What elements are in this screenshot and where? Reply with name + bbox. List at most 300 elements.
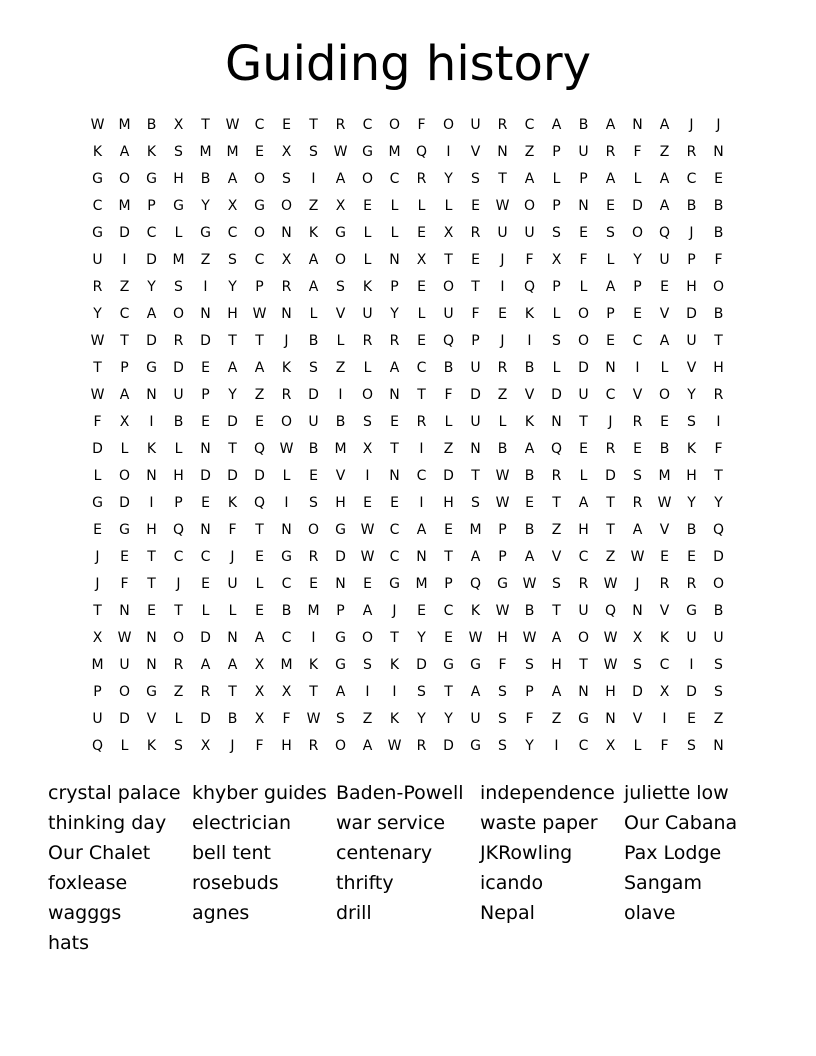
grid-letter: I <box>446 144 451 160</box>
grid-letter: L <box>633 171 642 187</box>
grid-letter: I <box>635 360 640 376</box>
grid-letter: K <box>389 657 400 673</box>
grid-letter: O <box>253 171 266 187</box>
grid-letter: W <box>522 576 537 592</box>
grid-letter: P <box>525 684 534 700</box>
grid-letter: L <box>579 468 588 484</box>
grid-letter: L <box>363 252 372 268</box>
grid-letter: O <box>361 387 374 403</box>
grid-row <box>84 220 732 247</box>
grid-letter: E <box>255 549 264 565</box>
grid-letter: Y <box>228 279 237 295</box>
grid-letter: Q <box>550 441 563 457</box>
grid-letter: T <box>228 441 237 457</box>
grid-letter: O <box>334 252 347 268</box>
grid-letter: E <box>471 198 480 214</box>
grid-letter: I <box>554 738 559 754</box>
grid-letter: P <box>471 333 480 349</box>
grid-letter: G <box>443 657 454 673</box>
grid-letter: C <box>443 603 454 619</box>
grid-row <box>84 166 732 193</box>
grid-letter: M <box>172 252 185 268</box>
grid-letter: B <box>713 198 724 214</box>
grid-row <box>84 571 732 598</box>
grid-letter: Q <box>658 225 671 241</box>
grid-letter: C <box>389 549 400 565</box>
grid-letter: T <box>228 684 237 700</box>
grid-letter: I <box>527 333 532 349</box>
grid-letter: C <box>524 117 535 133</box>
grid-letter: X <box>659 684 670 700</box>
grid-letter: A <box>254 360 265 376</box>
grid-letter: C <box>92 198 103 214</box>
grid-letter: D <box>146 252 157 268</box>
grid-letter: L <box>174 225 183 241</box>
grid-letter: L <box>552 171 561 187</box>
grid-letter: Z <box>308 198 319 214</box>
grid-letter: S <box>498 711 507 727</box>
grid-letter: O <box>577 630 590 646</box>
grid-letter: W <box>630 549 645 565</box>
grid-letter: A <box>659 333 670 349</box>
grid-letter: D <box>119 711 130 727</box>
grid-letter: D <box>254 468 265 484</box>
grid-letter: N <box>200 306 211 322</box>
word-list-item: Our Chalet <box>48 842 151 864</box>
grid-letter: K <box>92 144 103 160</box>
grid-letter: H <box>551 657 562 673</box>
grid-row <box>84 544 732 571</box>
grid-letter: O <box>172 630 185 646</box>
grid-letter: N <box>497 144 508 160</box>
grid-letter: N <box>551 414 562 430</box>
grid-letter: C <box>416 468 427 484</box>
grid-letter: S <box>714 684 723 700</box>
grid-letter: T <box>417 387 426 403</box>
grid-letter: R <box>632 495 643 511</box>
grid-letter: S <box>606 225 615 241</box>
grid-letter: A <box>524 549 535 565</box>
grid-letter: P <box>147 198 156 214</box>
grid-letter: D <box>443 738 454 754</box>
grid-letter: O <box>388 117 401 133</box>
grid-letter: S <box>282 171 291 187</box>
grid-letter: A <box>524 441 535 457</box>
grid-letter: T <box>228 333 237 349</box>
grid-letter: S <box>498 738 507 754</box>
grid-letter: L <box>363 360 372 376</box>
grid-letter: C <box>119 306 130 322</box>
grid-letter: R <box>362 333 373 349</box>
grid-letter: C <box>281 576 292 592</box>
grid-letter: Y <box>633 252 642 268</box>
grid-letter: N <box>200 441 211 457</box>
grid-letter: N <box>146 657 157 673</box>
word-list-item: khyber guides <box>192 782 327 804</box>
grid-letter: D <box>335 549 346 565</box>
grid-letter: B <box>146 117 157 133</box>
grid-letter: L <box>660 360 669 376</box>
grid-row <box>84 139 732 166</box>
grid-letter: N <box>389 387 400 403</box>
grid-row <box>84 112 732 139</box>
word-list-item: Sangam <box>624 872 702 894</box>
grid-letter: B <box>713 225 724 241</box>
grid-letter: A <box>389 360 400 376</box>
grid-letter: P <box>498 522 507 538</box>
grid-letter: U <box>497 225 508 241</box>
grid-letter: E <box>309 468 318 484</box>
grid-letter: X <box>605 738 616 754</box>
grid-letter: L <box>552 306 561 322</box>
grid-letter: O <box>118 684 131 700</box>
grid-letter: I <box>419 495 424 511</box>
grid-letter: S <box>417 684 426 700</box>
grid-letter: W <box>495 468 510 484</box>
grid-letter: Z <box>659 144 670 160</box>
grid-letter: D <box>146 333 157 349</box>
grid-letter: E <box>660 279 669 295</box>
grid-letter: K <box>227 495 238 511</box>
grid-letter: R <box>686 576 697 592</box>
grid-letter: K <box>308 657 319 673</box>
grid-letter: T <box>471 468 480 484</box>
grid-letter: S <box>228 252 237 268</box>
grid-letter: Y <box>444 711 453 727</box>
grid-letter: V <box>632 711 643 727</box>
grid-letter: A <box>578 495 589 511</box>
grid-letter: Y <box>444 171 453 187</box>
grid-letter: Q <box>253 495 266 511</box>
grid-letter: E <box>660 549 669 565</box>
grid-letter: Y <box>687 387 696 403</box>
grid-letter: Y <box>147 279 156 295</box>
grid-letter: O <box>442 279 455 295</box>
grid-letter: E <box>363 576 372 592</box>
grid-letter: E <box>201 360 210 376</box>
grid-letter: U <box>92 252 103 268</box>
grid-row <box>84 463 732 490</box>
grid-letter: G <box>470 738 481 754</box>
grid-letter: S <box>552 225 561 241</box>
grid-letter: N <box>281 306 292 322</box>
grid-letter: V <box>335 306 346 322</box>
grid-letter: Q <box>415 144 428 160</box>
word-list-item: independence <box>480 782 615 804</box>
grid-letter: N <box>713 144 724 160</box>
grid-letter: M <box>415 576 428 592</box>
grid-letter: E <box>525 495 534 511</box>
word-list-item: foxlease <box>48 872 128 894</box>
grid-letter: R <box>281 387 292 403</box>
grid-row <box>84 193 732 220</box>
grid-letter: D <box>632 198 643 214</box>
grid-letter: C <box>173 549 184 565</box>
grid-letter: S <box>363 657 372 673</box>
grid-letter: Z <box>362 711 373 727</box>
grid-letter: P <box>444 576 453 592</box>
grid-letter: E <box>309 576 318 592</box>
grid-letter: S <box>309 360 318 376</box>
grid-letter: N <box>389 468 400 484</box>
grid-letter: A <box>227 360 238 376</box>
grid-letter: D <box>551 387 562 403</box>
grid-letter: J <box>284 333 289 349</box>
grid-letter: S <box>174 738 183 754</box>
grid-letter: E <box>687 549 696 565</box>
grid-letter: P <box>633 279 642 295</box>
grid-letter: J <box>500 333 505 349</box>
grid-letter: E <box>633 306 642 322</box>
grid-letter: W <box>468 630 483 646</box>
grid-letter: R <box>551 468 562 484</box>
grid-letter: Z <box>200 252 211 268</box>
grid-letter: U <box>686 630 697 646</box>
grid-letter: Q <box>469 576 482 592</box>
grid-letter: X <box>254 711 265 727</box>
grid-letter: A <box>659 198 670 214</box>
grid-letter: I <box>419 441 424 457</box>
grid-letter: B <box>308 441 319 457</box>
grid-letter: I <box>338 387 343 403</box>
grid-letter: R <box>281 279 292 295</box>
grid-letter: B <box>308 333 319 349</box>
grid-letter: E <box>687 711 696 727</box>
grid-letter: W <box>279 441 294 457</box>
grid-letter: D <box>686 684 697 700</box>
grid-letter: N <box>146 630 157 646</box>
grid-letter: D <box>713 549 724 565</box>
grid-letter: D <box>227 414 238 430</box>
grid-letter: C <box>200 549 211 565</box>
grid-letter: K <box>146 441 157 457</box>
grid-letter: Y <box>525 738 534 754</box>
grid-letter: X <box>443 225 454 241</box>
grid-row <box>84 328 732 355</box>
grid-letter: M <box>307 603 320 619</box>
grid-letter: U <box>713 630 724 646</box>
grid-letter: N <box>335 576 346 592</box>
grid-letter: R <box>200 684 211 700</box>
grid-letter: W <box>603 630 618 646</box>
grid-letter: M <box>469 522 482 538</box>
word-list-item: thrifty <box>336 872 394 894</box>
grid-letter: F <box>471 306 480 322</box>
grid-letter: E <box>390 495 399 511</box>
grid-letter: S <box>714 657 723 673</box>
grid-letter: I <box>284 495 289 511</box>
grid-letter: I <box>500 279 505 295</box>
grid-letter: W <box>360 549 375 565</box>
grid-letter: I <box>149 495 154 511</box>
grid-letter: T <box>309 684 318 700</box>
grid-letter: S <box>336 711 345 727</box>
grid-letter: X <box>92 630 103 646</box>
grid-letter: F <box>714 252 723 268</box>
grid-letter: P <box>552 144 561 160</box>
grid-letter: A <box>605 279 616 295</box>
grid-letter: A <box>227 657 238 673</box>
grid-letter: L <box>228 603 237 619</box>
grid-letter: A <box>200 657 211 673</box>
grid-letter: Z <box>254 387 265 403</box>
grid-letter: P <box>120 360 129 376</box>
grid-letter: I <box>392 684 397 700</box>
grid-letter: A <box>308 252 319 268</box>
grid-letter: B <box>686 198 697 214</box>
grid-letter: Q <box>604 603 617 619</box>
grid-letter: G <box>335 522 346 538</box>
grid-letter: N <box>119 603 130 619</box>
grid-letter: R <box>92 279 103 295</box>
grid-letter: L <box>120 441 129 457</box>
grid-letter: E <box>120 549 129 565</box>
grid-letter: W <box>90 387 105 403</box>
grid-letter: H <box>335 495 346 511</box>
grid-letter: D <box>578 360 589 376</box>
grid-letter: E <box>255 603 264 619</box>
grid-letter: L <box>174 441 183 457</box>
grid-row <box>84 706 732 733</box>
grid-letter: V <box>686 360 697 376</box>
grid-letter: O <box>712 576 725 592</box>
word-list-item: agnes <box>192 902 250 924</box>
grid-letter: N <box>146 387 157 403</box>
grid-letter: T <box>444 549 453 565</box>
grid-letter: J <box>392 603 397 619</box>
grid-letter: S <box>471 495 480 511</box>
grid-letter: G <box>335 657 346 673</box>
grid-letter: U <box>470 414 481 430</box>
grid-letter: S <box>336 279 345 295</box>
grid-letter: T <box>93 360 102 376</box>
grid-letter: R <box>308 738 319 754</box>
grid-letter: B <box>497 441 508 457</box>
grid-letter: U <box>92 711 103 727</box>
grid-letter: G <box>335 225 346 241</box>
grid-letter: B <box>524 360 535 376</box>
grid-letter: Z <box>335 360 346 376</box>
grid-letter: C <box>632 333 643 349</box>
grid-letter: O <box>712 279 725 295</box>
grid-letter: P <box>174 495 183 511</box>
grid-letter: W <box>495 495 510 511</box>
grid-letter: E <box>363 495 372 511</box>
grid-letter: E <box>390 414 399 430</box>
grid-letter: V <box>632 387 643 403</box>
grid-letter: O <box>361 171 374 187</box>
grid-letter: P <box>390 279 399 295</box>
grid-letter: R <box>389 333 400 349</box>
grid-letter: E <box>93 522 102 538</box>
grid-letter: H <box>173 171 184 187</box>
grid-letter: U <box>227 576 238 592</box>
grid-letter: T <box>255 522 264 538</box>
grid-letter: K <box>524 306 535 322</box>
grid-letter: V <box>551 549 562 565</box>
grid-letter: Z <box>605 549 616 565</box>
grid-letter: T <box>93 603 102 619</box>
grid-letter: F <box>255 738 264 754</box>
grid-row <box>84 409 732 436</box>
grid-letter: X <box>551 252 562 268</box>
word-list-item: JKRowling <box>480 842 573 864</box>
grid-letter: A <box>416 522 427 538</box>
word-list-item: Pax Lodge <box>624 842 722 864</box>
grid-letter: A <box>659 171 670 187</box>
grid-row <box>84 301 732 328</box>
grid-letter: F <box>498 657 507 673</box>
grid-letter: N <box>578 198 589 214</box>
grid-letter: H <box>605 684 616 700</box>
grid-letter: U <box>524 225 535 241</box>
grid-letter: W <box>657 495 672 511</box>
grid-letter: J <box>500 252 505 268</box>
grid-letter: D <box>416 657 427 673</box>
grid-letter: I <box>122 252 127 268</box>
grid-letter: K <box>281 360 292 376</box>
grid-row <box>84 625 732 652</box>
grid-letter: C <box>389 522 400 538</box>
grid-letter: A <box>362 603 373 619</box>
grid-letter: A <box>524 171 535 187</box>
grid-letter: L <box>120 738 129 754</box>
grid-letter: C <box>686 171 697 187</box>
grid-letter: K <box>389 711 400 727</box>
grid-letter: G <box>146 360 157 376</box>
grid-letter: L <box>552 360 561 376</box>
grid-letter: N <box>713 738 724 754</box>
grid-letter: G <box>119 522 130 538</box>
word-list-item: Baden-Powell <box>336 782 464 804</box>
grid-letter: O <box>253 225 266 241</box>
grid-letter: T <box>552 603 561 619</box>
grid-letter: E <box>579 441 588 457</box>
grid-row <box>84 490 732 517</box>
grid-letter: U <box>308 414 319 430</box>
grid-letter: E <box>417 225 426 241</box>
grid-letter: E <box>201 495 210 511</box>
grid-letter: A <box>470 684 481 700</box>
grid-letter: V <box>659 522 670 538</box>
grid-letter: J <box>230 738 235 754</box>
word-list-item: Nepal <box>480 902 535 924</box>
grid-letter: U <box>119 657 130 673</box>
grid-letter: B <box>578 117 589 133</box>
grid-letter: I <box>716 414 721 430</box>
word-list-item: drill <box>336 902 372 924</box>
grid-letter: P <box>552 198 561 214</box>
grid-letter: H <box>227 306 238 322</box>
grid-letter: T <box>444 684 453 700</box>
grid-letter: E <box>201 414 210 430</box>
grid-letter: S <box>498 684 507 700</box>
grid-letter: T <box>444 252 453 268</box>
grid-letter: A <box>146 306 157 322</box>
grid-letter: L <box>174 711 183 727</box>
grid-letter: A <box>362 738 373 754</box>
grid-letter: B <box>524 468 535 484</box>
grid-row <box>84 436 732 463</box>
grid-letter: E <box>660 414 669 430</box>
grid-letter: T <box>255 333 264 349</box>
grid-letter: Y <box>390 306 399 322</box>
grid-letter: U <box>470 117 481 133</box>
word-list-item: Our Cabana <box>624 812 738 834</box>
grid-letter: B <box>713 306 724 322</box>
grid-letter: G <box>389 576 400 592</box>
grid-letter: B <box>281 603 292 619</box>
